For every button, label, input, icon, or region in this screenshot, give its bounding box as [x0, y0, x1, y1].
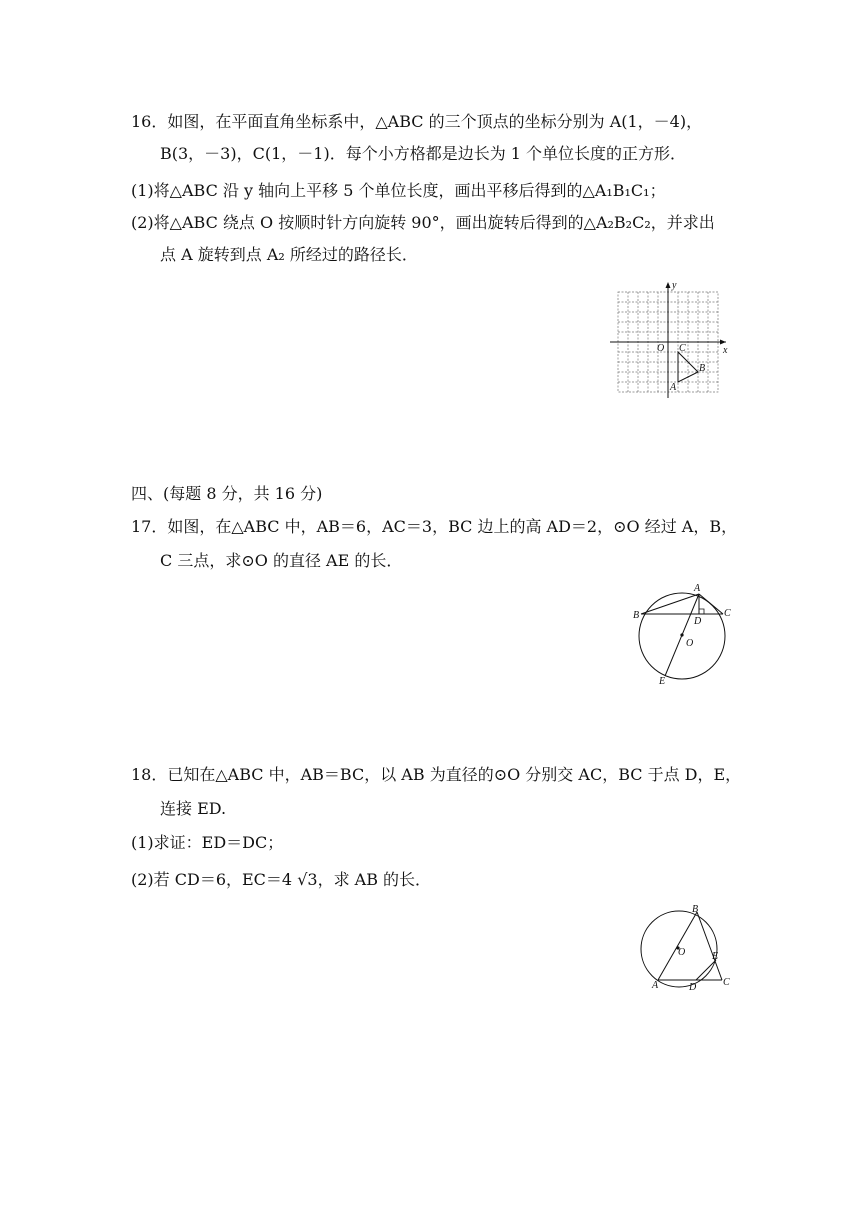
- point-a-label: A: [670, 382, 677, 393]
- q17-circle-figure: [628, 580, 740, 686]
- q17-line1: 17．如图，在△ABC 中，AB＝6，AC＝3，BC 边上的高 AD＝2，⊙O 经过 A，B，: [131, 517, 738, 536]
- center-dot: [680, 633, 683, 636]
- point-o-label: O: [686, 638, 694, 649]
- point-o-label: O: [678, 947, 686, 958]
- q16-part2-line1: (2)将△ABC 绕点 O 按顺时针方向旋转 90°，画出旋转后得到的△A₂B₂C₂，并求出: [131, 213, 715, 232]
- segment-ab: [641, 594, 699, 614]
- q16-line1: 16．如图，在平面直角坐标系中，△ABC 的三个顶点的坐标分别为 A(1，－4)，: [131, 112, 703, 131]
- segment-ed: [696, 960, 716, 980]
- q18-line1: 18．已知在△ABC 中，AB＝BC，以 AB 为直径的⊙O 分别交 AC，BC 于点 D，E，: [131, 765, 742, 784]
- q16-line2: B(3，－3)，C(1，－1)．每个小方格都是边长为 1 个单位长度的正方形．: [160, 144, 687, 163]
- side-ab: [658, 912, 697, 980]
- section-heading: 四、(每题 8 分，共 16 分): [131, 484, 323, 503]
- point-b-label: B: [699, 363, 706, 374]
- point-c-label: C: [679, 343, 686, 354]
- q18-part1: (1)求证：ED＝DC；: [131, 833, 284, 852]
- right-angle-mark: [699, 609, 704, 614]
- x-axis-arrow: [720, 340, 726, 345]
- point-d-label: D: [694, 616, 702, 627]
- point-c-label: C: [724, 608, 731, 619]
- y-axis-arrow: [666, 282, 671, 288]
- q17-line2: C 三点，求⊙O 的直径 AE 的长．: [160, 551, 403, 570]
- q16-coordinate-figure: [606, 278, 734, 404]
- point-e-label: E: [659, 676, 666, 686]
- q18-circle-figure: [634, 902, 740, 996]
- q18-part2: (2)若 CD＝6，EC＝4 √3，求 AB 的长．: [131, 870, 432, 889]
- point-e-label: E: [712, 951, 719, 962]
- point-b-label: B: [692, 904, 699, 915]
- point-a-label: A: [694, 583, 701, 594]
- side-bc: [697, 912, 722, 980]
- q16-part1: (1)将△ABC 沿 y 轴向上平移 5 个单位长度，画出平移后得到的△A₁B₁C₁；: [131, 181, 666, 200]
- axes: [610, 284, 726, 398]
- point-b-label: B: [633, 610, 640, 621]
- point-c-label: C: [723, 977, 730, 988]
- point-d-label: D: [689, 982, 697, 993]
- q16-part2-line2: 点 A 旋转到点 A₂ 所经过的路径长．: [160, 245, 418, 264]
- origin-label: O: [657, 343, 665, 354]
- q18-line2: 连接 ED.: [160, 799, 227, 818]
- x-axis-label: x: [723, 345, 728, 356]
- point-a-label: A: [652, 980, 659, 991]
- y-axis-label: y: [672, 280, 677, 291]
- segment-ac: [699, 594, 723, 614]
